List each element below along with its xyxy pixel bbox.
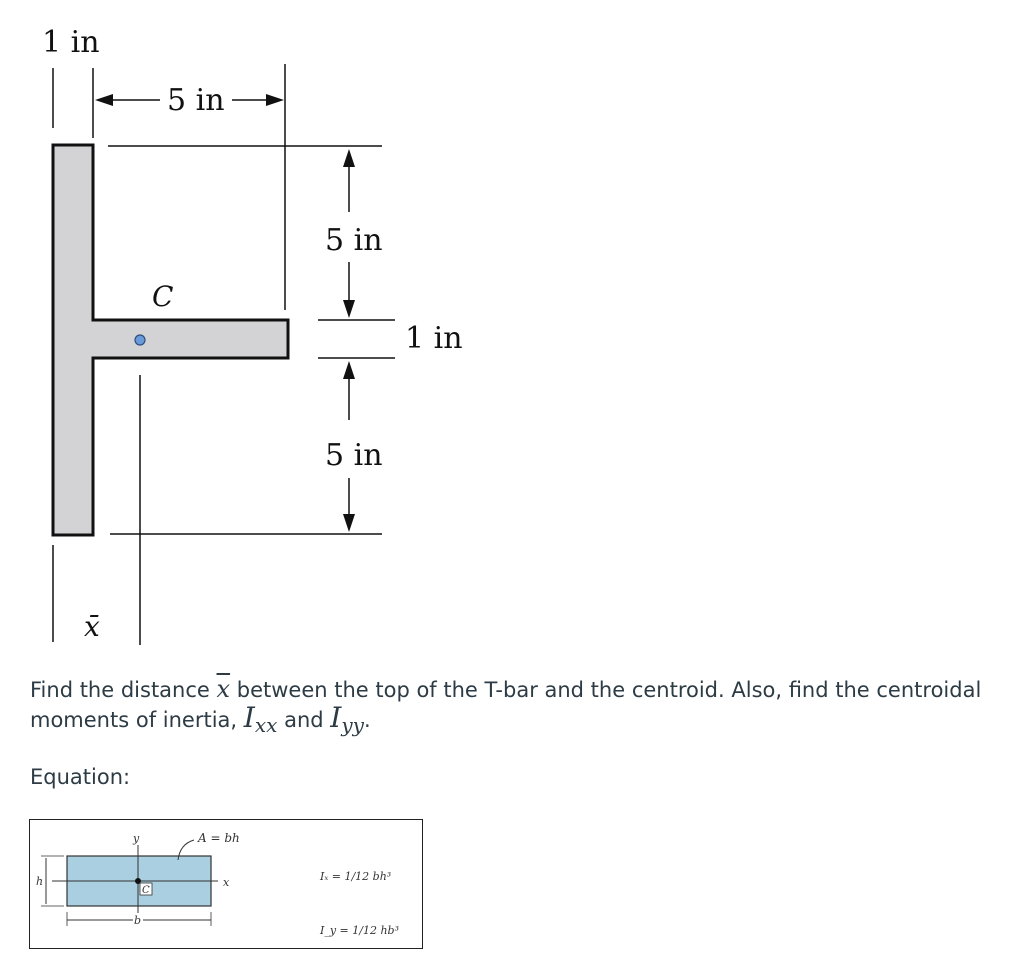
ixx-subscript: xx <box>254 713 278 737</box>
centroid-label: C <box>152 280 174 313</box>
arrowhead-down-bottom <box>343 514 355 532</box>
xbar-label: x̄ <box>84 610 100 643</box>
arrowhead-down-top <box>343 300 355 318</box>
question-part1: Find the distance <box>30 678 210 702</box>
top-height-label: 5 in <box>325 223 383 258</box>
arrowhead-left <box>95 94 113 106</box>
arrowhead-right <box>266 94 284 106</box>
arrowhead-up-bottom <box>343 361 355 379</box>
centroid-dot <box>135 335 145 345</box>
xbar-symbol: $\overline{x}$ <box>216 675 231 703</box>
equation-label: Equation: <box>30 765 131 789</box>
bottom-height-label: 5 in <box>325 438 383 473</box>
h-label: h <box>36 875 44 888</box>
b-label: b <box>134 914 142 927</box>
flange-thickness-label: 1 in <box>42 25 100 60</box>
question-part2: between the top of the T-bar and the centroid. Also, find the centroidal moments of inertia, <box>30 678 982 732</box>
web-thickness-label: 1 in <box>405 321 463 356</box>
question-end: . <box>363 708 371 732</box>
equation-centroid-label: C <box>142 885 150 896</box>
flange-offset-label: 5 in <box>167 83 225 118</box>
t-bar-shape <box>53 145 288 535</box>
area-formula: A = bh <box>198 831 240 845</box>
iyy-subscript: yy <box>341 713 364 737</box>
arrowhead-up-top <box>343 149 355 167</box>
equation-box <box>29 819 423 949</box>
iyy-symbol: I <box>330 701 342 734</box>
ixx-symbol: I <box>243 701 255 734</box>
iy-formula: I_y = 1/12 hb³ <box>320 924 400 937</box>
ix-formula: Iₓ = 1/12 bh³ <box>320 870 392 883</box>
question-text <box>30 675 990 737</box>
x-axis-label: x <box>223 876 230 889</box>
y-axis-label: y <box>133 832 140 845</box>
question-and: and <box>284 708 324 732</box>
